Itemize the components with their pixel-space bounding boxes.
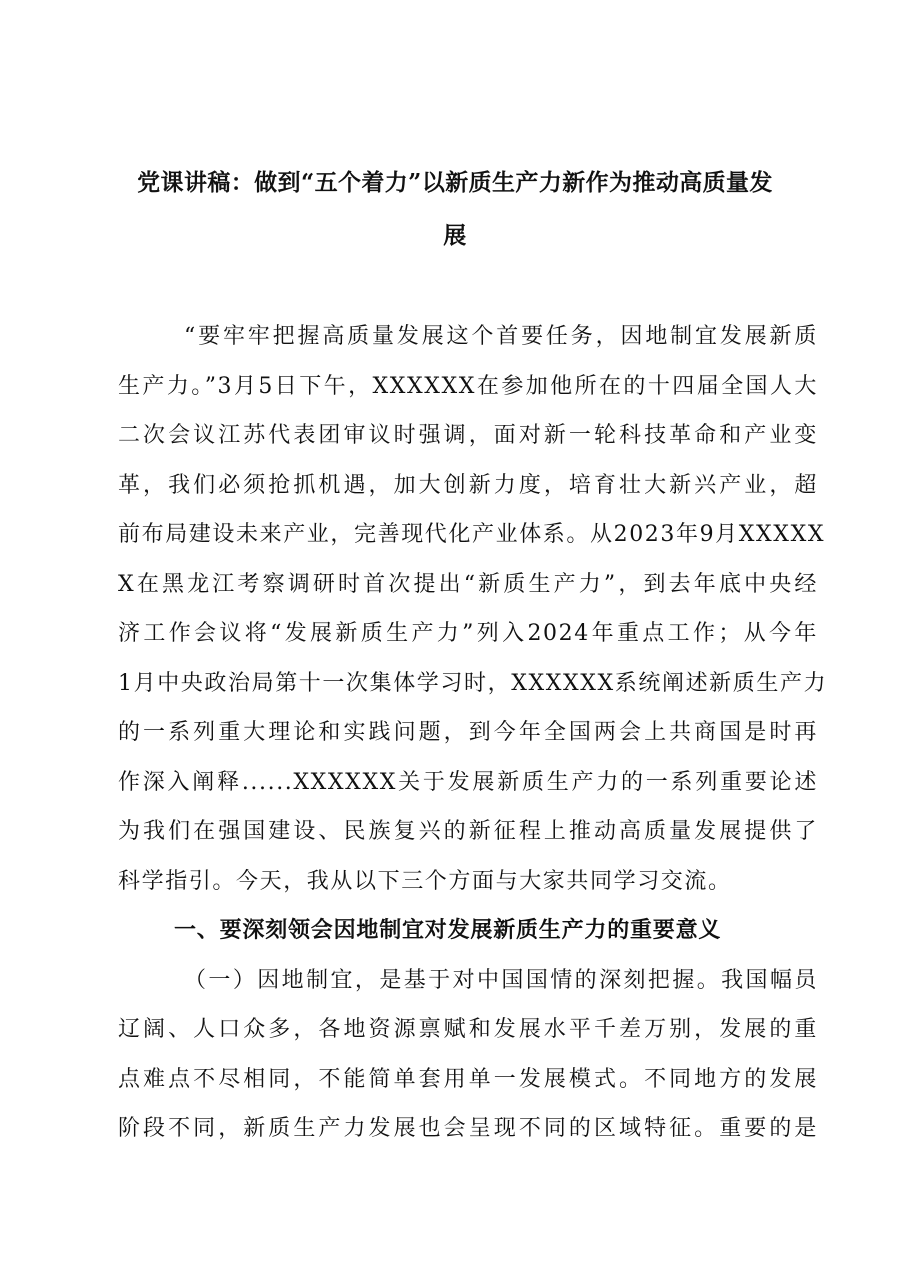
paragraph-line: 的一系列重大理论和实践问题，到今年全国两会上共商国是时再 (118, 720, 818, 745)
paragraph-line: 作深入阐释......XXXXXX关于发展新质生产力的一系列重要论述 (118, 769, 818, 795)
paragraph-line: 前布局建设未来产业，完善现代化产业体系。从2023年9月XXXXX (118, 522, 826, 547)
document-body (118, 312, 828, 1154)
section-heading: 一、要深刻领会因地制宜对发展新质生产力的重要意义 (174, 917, 722, 943)
paragraph-line: X在黑龙江考察调研时首次提出“新质生产力”，到去年底中央经 (118, 571, 818, 597)
paragraph-line: 科学指引。今天，我从以下三个方面与大家共同学习交流。 (118, 868, 732, 894)
section-heading-paragraph (118, 906, 818, 956)
paragraph-line: 生产力。”3月5日下午，XXXXXX在参加他所在的十四届全国人大 (118, 373, 818, 399)
paragraph-line: 阶段不同，新质生产力发展也会呈现不同的区域特征。重要的是 (118, 1116, 818, 1141)
paragraph-line: 济工作会议将“发展新质生产力”列入2024年重点工作；从今年 (118, 621, 818, 646)
paragraph-line: 为我们在强国建设、民族复兴的新征程上推动高质量发展提供了 (118, 819, 818, 844)
title-line: 展 (443, 222, 467, 249)
paragraph-line: 二次会议江苏代表团审议时强调，面对新一轮科技革命和产业变 (118, 423, 818, 448)
paragraph-line: “要牢牢把握高质量发展这个首要任务，因地制宜发展新质 (184, 324, 818, 349)
paragraph-line: 1月中央政治局第十一次集体学习时，XXXXXX系统阐述新质生产力 (118, 670, 828, 696)
subsection-paragraph (118, 956, 818, 1154)
title-line: 党课讲稿：做到“五个着力”以新质生产力新作为推动高质量发 (137, 169, 773, 196)
intro-paragraph (118, 312, 828, 906)
paragraph-line: （一）因地制宜，是基于对中国国情的深刻把握。我国幅员 (184, 967, 818, 993)
paragraph-line: 革，我们必须抢抓机遇，加大创新力度，培育壮大新兴产业，超 (118, 472, 818, 498)
document-title (100, 156, 810, 262)
paragraph-line: 辽阔、人口众多，各地资源禀赋和发展水平千差万别，发展的重 (118, 1017, 818, 1042)
paragraph-line: 点难点不尽相同，不能简单套用单一发展模式。不同地方的发展 (118, 1066, 818, 1092)
